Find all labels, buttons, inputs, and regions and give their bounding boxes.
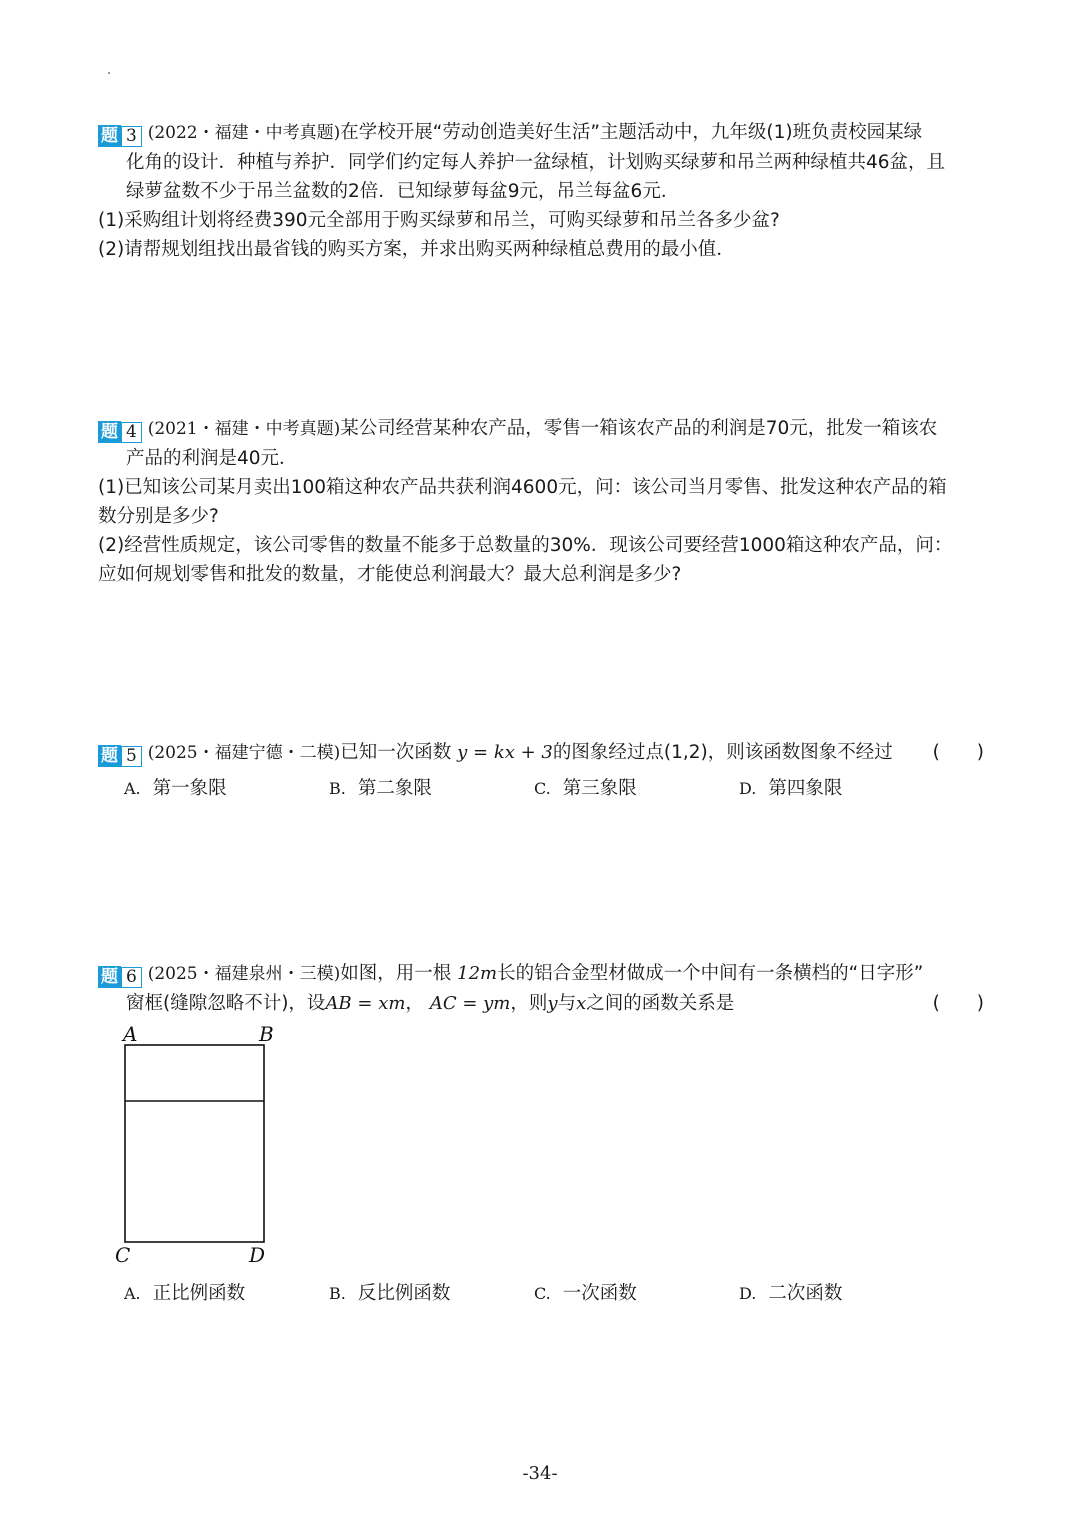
formula: y = kx + 3 <box>457 742 553 763</box>
question-text: 如图，用一根 <box>340 963 452 984</box>
formula: AB = xm <box>325 993 406 1014</box>
question-text: ，则 <box>510 993 548 1014</box>
option-d[interactable]: D. 第四象限 <box>739 778 843 799</box>
question-tag: 题 5 <box>98 745 142 767</box>
question-text: 化角的设计．种植与养护．同学们约定每人养护一盆绿植，计划购买绿萝和吊兰两种绿植共46盆，且 <box>126 152 946 173</box>
question-text: 与 <box>557 993 577 1014</box>
question-text: 某公司经营某种农产品，零售一箱该农产品的利润是70元，批发一箱该农 <box>340 418 938 439</box>
question-tag: 题 4 <box>98 421 142 443</box>
formula: x <box>576 993 587 1014</box>
question-text: 绿萝盆数不少于吊兰盆数的2倍．已知绿萝每盆9元，吊兰每盆6元． <box>126 181 680 202</box>
question-tag: 题 6 <box>98 966 142 988</box>
question-4 <box>98 414 988 589</box>
option-b[interactable]: B. 第二象限 <box>329 778 432 799</box>
question-source: (2025・福建宁德・二模) <box>147 743 341 763</box>
question-text: 窗框(缝隙忽略不计)，设 <box>126 993 326 1014</box>
label-d: D <box>249 1243 266 1267</box>
option-d[interactable]: D. 二次函数 <box>739 1283 843 1304</box>
label-b: B <box>259 1022 274 1046</box>
question-source: (2022・福建・中考真题) <box>147 123 341 143</box>
label-a: A <box>123 1022 138 1046</box>
question-5 <box>98 738 988 768</box>
option-a[interactable]: A. 第一象限 <box>124 778 227 799</box>
formula: 12m <box>457 963 498 984</box>
question-3 <box>98 118 988 264</box>
question-text: 已知一次函数 <box>340 742 452 763</box>
sub-question: (1)采购组计划将经费390元全部用于购买绿萝和吊兰，可购买绿萝和吊兰各多少盆? <box>98 210 780 231</box>
formula: y <box>547 993 558 1014</box>
sub-question: 应如何规划零售和批发的数量，才能使总利润最大？最大总利润是多少? <box>98 564 682 585</box>
option-b[interactable]: B. 反比例函数 <box>329 1283 451 1304</box>
sub-question: (1)已知该公司某月卖出100箱这种农产品共获利润4600元，问：该公司当月零售、批发这种农产品的箱 <box>98 477 947 498</box>
stray-dot <box>108 72 110 74</box>
answer-blank: ( ) <box>932 742 984 763</box>
label-c: C <box>115 1243 131 1267</box>
option-a[interactable]: A. 正比例函数 <box>124 1283 246 1304</box>
window-frame-figure <box>108 1020 288 1270</box>
question-text: 长的铝合金型材做成一个中间有一条横档的“日字形” <box>497 963 924 984</box>
question-text: 在学校开展“劳动创造美好生活”主题活动中，九年级(1)班负责校园某绿 <box>340 122 923 143</box>
question-source: (2021・福建・中考真题) <box>147 419 341 439</box>
question-text: 产品的利润是40元． <box>126 448 298 469</box>
question-tag: 题 3 <box>98 125 142 147</box>
page-number: -34- <box>522 1463 558 1484</box>
answer-blank: ( ) <box>932 993 984 1014</box>
option-c[interactable]: C. 第三象限 <box>534 778 637 799</box>
option-c[interactable]: C. 一次函数 <box>534 1283 637 1304</box>
question-6 <box>98 959 988 1018</box>
sub-question: 数分别是多少? <box>98 506 219 527</box>
question-source: (2025・福建泉州・三模) <box>147 964 341 984</box>
sub-question: (2)请帮规划组找出最省钱的购买方案，并求出购买两种绿植总费用的最小值． <box>98 239 735 260</box>
question-text: 之间的函数关系是 <box>586 993 735 1014</box>
frame-outline <box>125 1045 264 1242</box>
question-text: 的图象经过点(1,2)，则该函数图象不经过 <box>552 742 893 763</box>
sub-question: (2)经营性质规定，该公司零售的数量不能多于总数量的30%．现该公司要经营1000箱这种农产品，问： <box>98 535 953 556</box>
formula: AC = ym <box>429 993 511 1014</box>
question-text: ， <box>405 993 424 1014</box>
